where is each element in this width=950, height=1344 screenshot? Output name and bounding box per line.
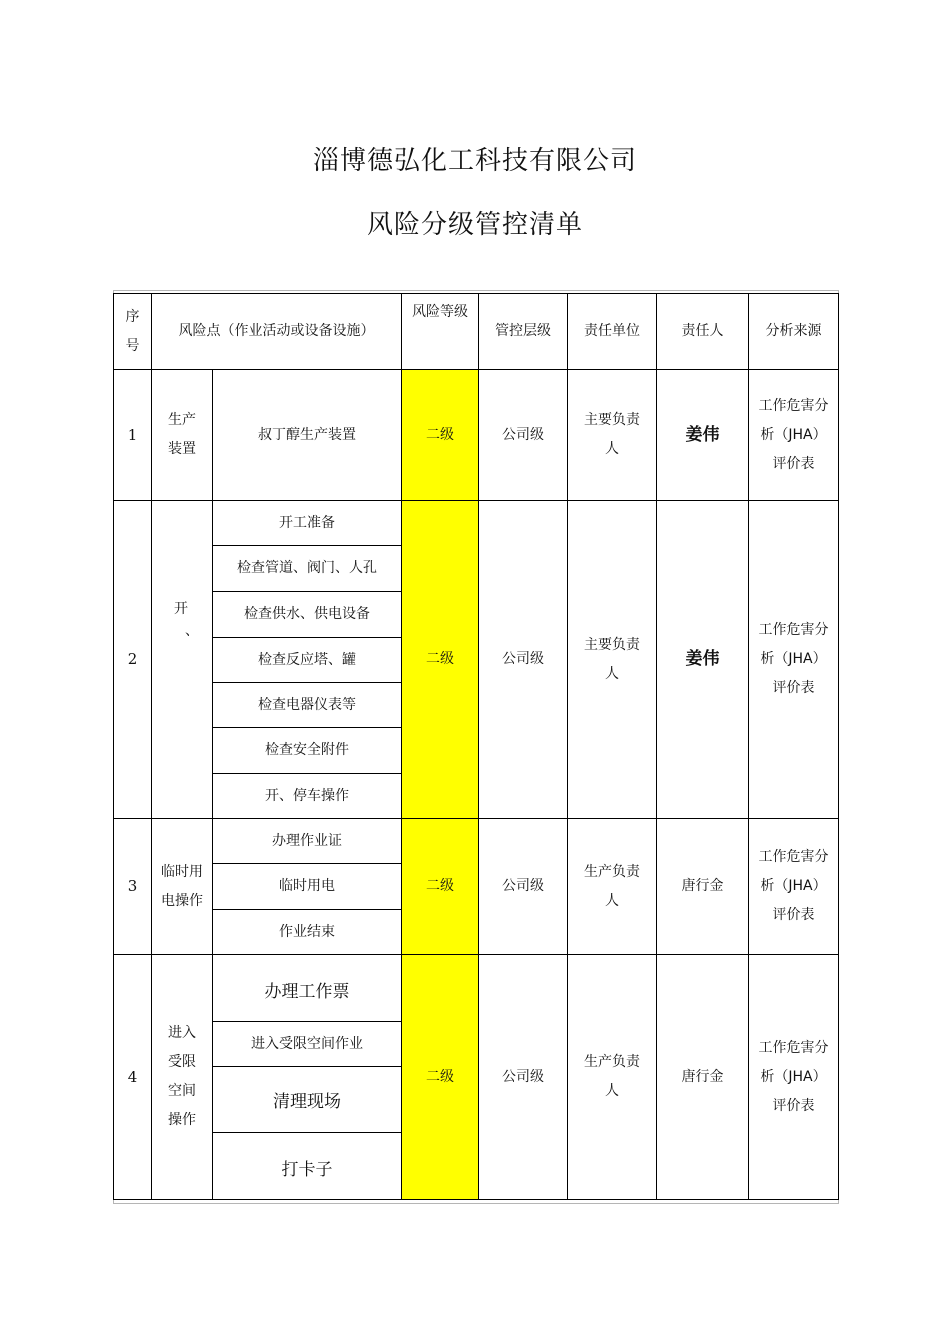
activity-cell: 检查电器仪表等 <box>213 683 402 728</box>
table-row <box>114 955 839 1022</box>
activity-cell: 检查安全附件 <box>213 728 402 774</box>
activity-cell: 临时用电 <box>213 864 402 910</box>
row-number: 2 <box>114 501 152 819</box>
control-level: 公司级 <box>479 955 568 1200</box>
activity-cell: 打卡子 <box>213 1133 402 1200</box>
risk-level: 二级 <box>402 819 479 955</box>
responsible-unit: 主要负责人 <box>568 370 657 501</box>
activity-cell: 检查管道、阀门、人孔 <box>213 546 402 592</box>
responsible-unit: 生产负责人 <box>568 955 657 1200</box>
row-number: 4 <box>114 955 152 1200</box>
header-row <box>114 294 839 370</box>
risk-category: 进入受限空间操作 <box>152 955 213 1200</box>
analysis-source: 工作危害分析（JHA）评价表 <box>749 955 839 1200</box>
responsible-person: 唐行金 <box>657 819 749 955</box>
risk-category-part: 开 <box>174 600 188 617</box>
risk-level: 二级 <box>402 501 479 819</box>
activity-cell: 检查供水、供电设备 <box>213 592 402 638</box>
activity-cell: 办理作业证 <box>213 819 402 864</box>
header-no: 序号 <box>114 294 152 370</box>
row-number: 3 <box>114 819 152 955</box>
header-control-level: 管控层级 <box>479 294 568 370</box>
document-title: 风险分级管控清单 <box>366 210 583 240</box>
header-risk-point: 风险点（作业活动或设备设施） <box>152 294 402 370</box>
risk-level: 二级 <box>402 955 479 1200</box>
header-source: 分析来源 <box>749 294 839 370</box>
risk-category: 生产装置 <box>152 370 213 501</box>
table-row <box>114 501 839 546</box>
analysis-source: 工作危害分析（JHA）评价表 <box>749 370 839 501</box>
row-number: 1 <box>114 370 152 501</box>
risk-table <box>113 293 839 1200</box>
activity-cell: 清理现场 <box>213 1067 402 1133</box>
activity-cell: 开、停车操作 <box>213 774 402 819</box>
activity-cell: 开工准备 <box>213 501 402 546</box>
responsible-unit: 生产负责人 <box>568 819 657 955</box>
risk-category: 临时用电操作 <box>152 819 213 955</box>
header-unit: 责任单位 <box>568 294 657 370</box>
activity-cell: 进入受限空间作业 <box>213 1022 402 1067</box>
table-row <box>114 370 839 501</box>
activity-cell: 作业结束 <box>213 910 402 955</box>
company-title: 淄博德弘化工科技有限公司 <box>312 146 637 176</box>
control-level: 公司级 <box>479 501 568 819</box>
responsible-person: 唐行金 <box>657 955 749 1200</box>
header-person: 责任人 <box>657 294 749 370</box>
activity-cell: 检查反应塔、罐 <box>213 638 402 683</box>
risk-category <box>152 501 213 819</box>
activity-cell: 叔丁醇生产装置 <box>213 370 402 501</box>
activity-cell: 办理工作票 <box>213 955 402 1022</box>
control-level: 公司级 <box>479 819 568 955</box>
responsible-person: 姜伟 <box>657 370 749 501</box>
analysis-source: 工作危害分析（JHA）评价表 <box>749 819 839 955</box>
control-level: 公司级 <box>479 370 568 501</box>
header-level: 风险等级 <box>402 294 479 370</box>
risk-level: 二级 <box>402 370 479 501</box>
table-row <box>114 819 839 864</box>
responsible-person: 姜伟 <box>657 501 749 819</box>
responsible-unit: 主要负责人 <box>568 501 657 819</box>
risk-category-part: 、 <box>185 622 199 639</box>
analysis-source: 工作危害分析（JHA）评价表 <box>749 501 839 819</box>
